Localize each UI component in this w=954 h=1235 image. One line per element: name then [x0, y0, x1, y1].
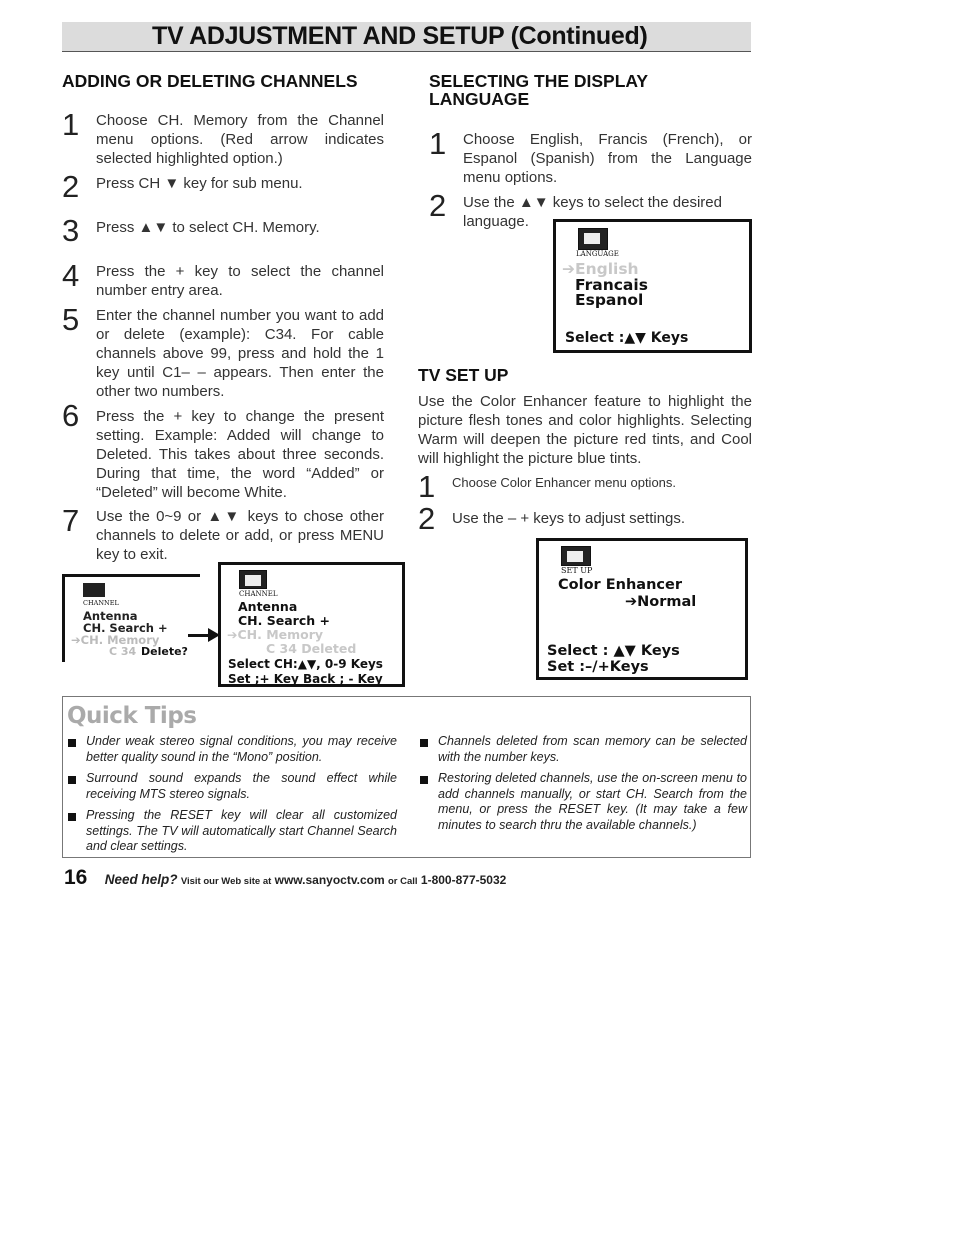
osd-icon-label: CHANNEL [83, 599, 119, 607]
osd-line-selected: ➔CH. Memory [227, 627, 324, 642]
title-bar [62, 22, 751, 52]
osd-icon-label: SET UP [561, 566, 593, 575]
step-number: 5 [62, 302, 80, 337]
step-number: 2 [429, 188, 447, 223]
step-number: 3 [62, 213, 80, 248]
osd-icon-label: CHANNEL [239, 590, 278, 598]
quick-tips-box [62, 696, 751, 858]
bullet-icon [420, 776, 428, 784]
step-text: Use the ▲▼ keys to select the desired language. [463, 194, 722, 230]
step-text: Press the + key to change the present setting. Example: Added will change to Deleted. This takes about three seconds. During that time, the word “Added” or “Deleted” will become White. [96, 408, 384, 501]
osd-line: Select : ▲▼ Keys [547, 643, 680, 659]
step-number: 2 [62, 169, 80, 204]
step-number: 4 [62, 258, 80, 293]
step-number: 7 [62, 503, 80, 538]
osd-line: Delete? [141, 645, 188, 658]
step-text: Use the 0~9 or ▲▼ keys to chose other channels to delete or add, or press MENU key to exit. [96, 508, 384, 563]
osd-line: C 34 [109, 645, 137, 658]
osd-line: Select :▲▼ Keys [565, 330, 689, 346]
step-text: Press ▲▼ to select CH. Memory. [96, 219, 320, 236]
tip-text: Surround sound expands the sound effect while receiving MTS stereo signals. [86, 771, 397, 801]
osd-line: C 34 Deleted [266, 641, 357, 656]
step-number: 1 [418, 469, 436, 504]
setup-icon [561, 546, 591, 566]
osd-channel-screen-a [62, 574, 200, 662]
phone-number: 1-800-877-5032 [420, 873, 507, 887]
channel-icon [83, 583, 105, 597]
osd-channel-screen-b [218, 562, 405, 687]
tip-text: Under weak stereo signal conditions, you may receive better quality sound in the “Mono” position. [86, 734, 397, 764]
osd-icon-label: LANGUAGE [576, 250, 619, 258]
website-link[interactable]: www.sanyoctv.com [274, 873, 385, 887]
step-number: 6 [62, 398, 80, 433]
language-heading-line1: SELECTING THE DISPLAY [429, 71, 649, 91]
step-text: Choose English, Francis (French), or Espanol (Spanish) from the Language menu options. [463, 131, 752, 186]
adding-heading: ADDING OR DELETING CHANNELS [62, 71, 358, 91]
osd-line: Francais [575, 276, 648, 294]
step-text: Press CH ▼ key for sub menu. [96, 175, 303, 192]
page-title: TV ADJUSTMENT AND SETUP (Continued) [152, 22, 648, 50]
step-text: Choose Color Enhancer menu options. [452, 475, 677, 490]
osd-line: Select CH:▲▼, 0-9 Keys [228, 657, 383, 671]
osd-line: CH. Search + [83, 621, 168, 635]
bullet-icon [68, 813, 76, 821]
osd-line: Set ;+ Key Back ; - Key [228, 672, 383, 686]
bullet-icon [420, 739, 428, 747]
visit-text: Visit our Web site at [180, 876, 272, 887]
osd-line: Antenna [238, 599, 298, 614]
bullet-icon [68, 776, 76, 784]
page-number: 16 [64, 866, 88, 889]
setup-heading: TV SET UP [418, 365, 509, 385]
tip-text: Restoring deleted channels, use the on-screen menu to add channels manually, or start CH. Search from the menu, or press the RESET key. (It may take a few minutes to search thru the available channels.) [438, 771, 747, 832]
tip-text: Channels deleted from scan memory can be selected with the number keys. [438, 734, 747, 764]
or-call-text: or Call [388, 876, 418, 887]
step-number: 1 [429, 126, 447, 161]
tip-text: Pressing the RESET key will clear all customized settings. The TV will automatically start Channel Search and clear settings. [86, 808, 397, 853]
quick-tips-title: Quick Tips [67, 703, 197, 729]
osd-setup-screen [536, 538, 748, 680]
step-text: Use the – + keys to adjust settings. [452, 510, 686, 527]
osd-line: CH. Search + [238, 613, 330, 628]
osd-line-selected: ➔English [562, 260, 639, 278]
osd-line: Set :–/+Keys [547, 659, 649, 675]
language-heading-line2: LANGUAGE [429, 89, 530, 109]
setup-intro: Use the Color Enhancer feature to highlight the picture flesh tones and color highlights. Selecting Warm will deepen the picture red tints, and Cool will highlight the picture blue tints. [418, 393, 752, 467]
footer [64, 866, 506, 890]
step-text: Choose CH. Memory from the Channel menu options. (Red arrow indicates selected highlighted option.) [96, 112, 384, 167]
step-number: 2 [418, 501, 436, 536]
osd-line: ➔Normal [625, 594, 697, 610]
step-text: Press the + key to select the channel number entry area. [96, 263, 384, 299]
need-help-text: Need help? [104, 872, 178, 887]
osd-line-selected: ➔CH. Memory [71, 633, 160, 647]
bullet-icon [68, 739, 76, 747]
language-icon [578, 228, 608, 250]
osd-line: Espanol [575, 291, 644, 309]
step-number: 1 [62, 107, 80, 142]
channel-icon [239, 570, 267, 589]
osd-language-screen [553, 219, 752, 353]
osd-line: Color Enhancer [558, 577, 682, 593]
osd-line: Antenna [83, 609, 138, 623]
step-text: Enter the channel number you want to add or delete (example): C34. For cable channels above 99, press and hold the 1 key until C1– – appears. Then enter the other two numbers. [96, 307, 384, 400]
